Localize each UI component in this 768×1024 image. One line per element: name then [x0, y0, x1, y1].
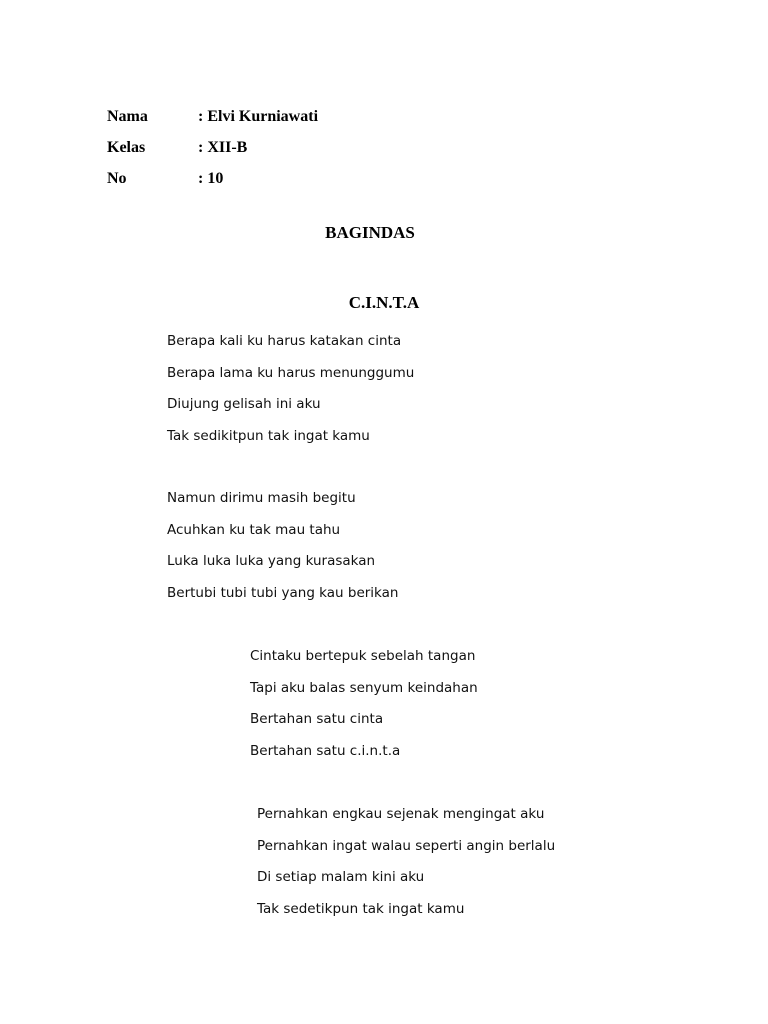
student-class-label: Kelas	[107, 139, 146, 156]
student-number-row	[107, 169, 223, 189]
student-name-label: Nama	[107, 108, 148, 125]
stanza-3	[250, 646, 478, 772]
lyric-line: Di setiap malam kini aku	[257, 869, 425, 885]
lyric-line: Tapi aku balas senyum keindahan	[250, 679, 478, 696]
student-number-value: : 10	[198, 170, 224, 187]
lyric-line: Acuhkan ku tak mau tahu	[167, 521, 341, 538]
lyric-line: Tak sedetikpun tak ingat kamu	[257, 900, 465, 917]
lyric-line: Namun dirimu masih begitu	[167, 490, 356, 506]
lyric-line: Diujung gelisah ini aku	[167, 396, 321, 412]
lyric-line: Pernahkan engkau sejenak mengingat aku	[257, 806, 545, 822]
stanza-4	[257, 804, 555, 930]
lyric-line: Pernahkan ingat walau seperti angin berlalu	[257, 837, 556, 854]
student-name-row	[107, 107, 318, 127]
band-name: BAGINDAS	[325, 223, 415, 242]
student-name-value: : Elvi Kurniawati	[198, 108, 319, 125]
lyric-line: Tak sedikitpun tak ingat kamu	[167, 427, 370, 444]
stanza-1	[167, 331, 414, 457]
lyric-line: Berapa lama ku harus menunggumu	[167, 364, 415, 381]
student-class-row	[107, 138, 247, 158]
student-class-value: : XII-B	[198, 139, 248, 156]
song-title: C.I.N.T.A	[348, 293, 420, 312]
lyric-line: Bertubi tubi tubi yang kau berikan	[167, 584, 399, 601]
lyric-line: Bertahan satu cinta	[250, 711, 384, 727]
student-number-label: No	[107, 170, 127, 187]
lyric-line: Cintaku bertepuk sebelah tangan	[250, 648, 476, 664]
stanza-2	[167, 488, 398, 614]
lyric-line: Luka luka luka yang kurasakan	[167, 553, 376, 569]
lyric-line: Bertahan satu c.i.n.t.a	[250, 742, 401, 759]
lyric-line: Berapa kali ku harus katakan cinta	[167, 333, 402, 349]
